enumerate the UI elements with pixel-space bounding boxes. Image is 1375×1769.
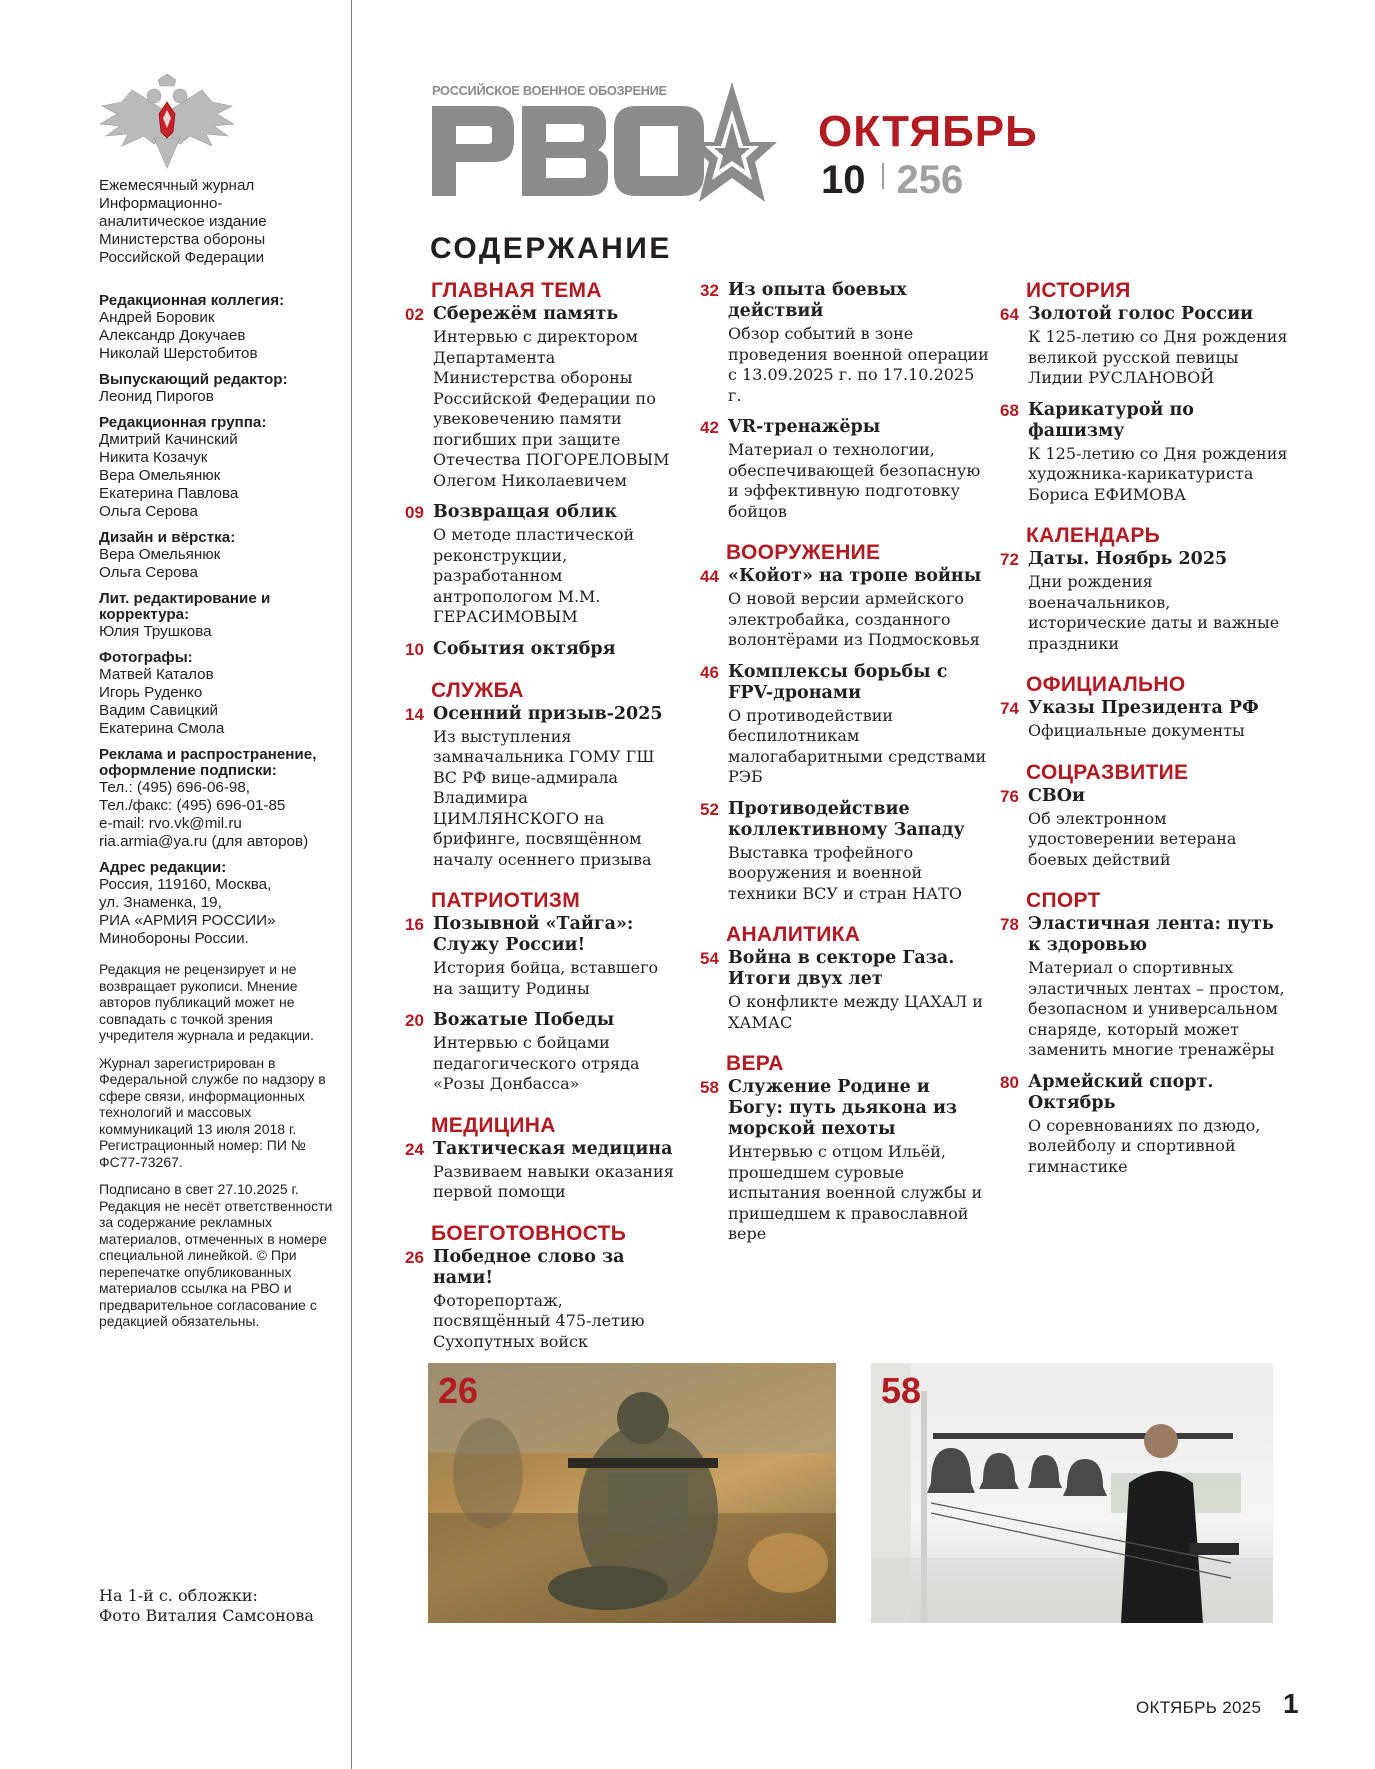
toc-entry-description: Интервью с отцом Ильёй, прошедшем суровые испытания военной службы и пришедшем к православной вере — [728, 1142, 983, 1243]
toc-entry-page: 20 — [405, 1011, 424, 1030]
toc-entry-description: К 125-летию со Дня рождения художника-карикатуриста Бориса ЕФИМОВА — [1028, 443, 1288, 504]
toc-entry-description: Из выступления замначальника ГОМУ ГШ ВС РФ вице-адмирала Владимира ЦИМЛЯНСКОГО на брифинге, посвящённом началу осеннего призыва — [433, 726, 655, 869]
toc-entry-page: 10 — [405, 639, 424, 659]
toc-section-title: ОФИЦИАЛЬНО — [1026, 673, 1186, 696]
toc-entry-title: СВОи — [1028, 785, 1085, 806]
toc-entry-title: Война в секторе Газа. Итоги двух лет — [728, 948, 955, 989]
toc-entry-title: Указы Президента РФ — [1028, 698, 1259, 718]
toc-entry-title: Возвращая облик — [433, 502, 617, 522]
staff-group-line: Александр Докучаев — [99, 327, 246, 344]
staff-group-line: Ольга Серова — [99, 564, 198, 581]
photo-page-number: 26 — [438, 1370, 479, 1411]
toc-entry[interactable] — [1000, 549, 1290, 654]
double-headed-eagle-emblem-icon — [92, 72, 242, 172]
registration-info: Журнал зарегистрирован в Федеральной службе по надзору в сфере связи, информационных технологий и массовых коммуникаций 13 июля 2018 г. Регистрационный номер: ПИ № ФС77-73267. — [99, 1054, 326, 1170]
toc-section — [700, 280, 990, 522]
toc-entry-description: Материал о технологии, обеспечивающей безопасную и эффективную подготовку бойцов — [728, 440, 981, 521]
toc-entry-page: 09 — [405, 503, 424, 522]
staff-group-line: Никита Козачук — [99, 449, 208, 466]
publication-description — [99, 177, 339, 267]
staff-group — [99, 650, 339, 738]
toc-entry-title: Эластичная лента: путь к здоровью — [1028, 914, 1274, 955]
toc-entry-title: Комплексы борьбы с FPV-дронами — [728, 661, 948, 703]
toc-section-title: ИСТОРИЯ — [1026, 279, 1131, 302]
disclaimer: Редакция не рецензирует и не возвращает рукописи. Мнение авторов публикаций может не совпадать с точкой зрения учредителя журнала и редакции. — [99, 961, 314, 1043]
staff-group-line: Тел./факс: (495) 696-01-85 — [99, 797, 286, 814]
staff-group — [99, 415, 339, 521]
toc-entry-description: Интервью с бойцами педагогического отряда «Розы Донбасса» — [433, 1033, 640, 1093]
staff-group — [99, 372, 339, 406]
toc-entry-page: 64 — [1000, 305, 1019, 324]
toc-entry-page: 16 — [405, 915, 424, 934]
toc-entry[interactable] — [1000, 304, 1290, 389]
staff-group-line: ria.armia@ya.ru (для авторов) — [99, 833, 309, 850]
toc-section — [405, 890, 675, 1095]
toc-entry[interactable] — [700, 566, 990, 651]
issue-numbers — [821, 157, 963, 203]
toc-section — [1000, 280, 1290, 505]
toc-entry-description: О методе пластической реконструкции, разработанном антропологом М.М. ГЕРАСИМОВЫМ — [433, 525, 635, 626]
toc-entry-page: 14 — [405, 704, 424, 724]
issue-total-number: 256 — [896, 158, 964, 202]
staff-group-line: Минобороны России. — [99, 930, 249, 947]
bell-tower-photo-image — [871, 1363, 1273, 1623]
toc-entry-title: VR-тренажёры — [728, 417, 881, 437]
staff-group-line: Леонид Пирогов — [99, 388, 214, 405]
toc-entry-title: Карикатурой по фашизму — [1028, 399, 1194, 441]
soldier-photo — [428, 1363, 836, 1623]
toc-entry-page: 54 — [700, 949, 719, 968]
toc-entry[interactable] — [405, 502, 675, 628]
staff-group-line: РИА «АРМИЯ РОССИИ» — [99, 912, 276, 929]
toc-entry[interactable] — [700, 280, 990, 406]
toc-entry[interactable] — [405, 304, 675, 491]
toc-entry-page: 32 — [700, 281, 719, 300]
rvo-logo — [432, 82, 777, 222]
toc-section — [700, 1053, 990, 1245]
staff-group-line: e-mail: rvo.vk@mil.ru — [99, 815, 242, 832]
toc-entry-page: 72 — [1000, 550, 1019, 569]
toc-column-3 — [1000, 280, 1290, 1197]
toc-section-title: АНАЛИТИКА — [726, 923, 861, 946]
issue-number: 10 — [821, 158, 866, 202]
staff-group-heading: Редакционная группа: — [99, 414, 267, 431]
toc-entry-title: Сбережём память — [433, 304, 619, 324]
staff-group-heading: Лит. редактирование и корректура: — [99, 590, 271, 623]
staff-group-line: Вадим Савицкий — [99, 702, 219, 719]
intro-line: Российской Федерации — [99, 249, 265, 266]
toc-section — [700, 542, 990, 904]
editorial-staff — [99, 293, 339, 948]
staff-group-heading: Фотографы: — [99, 649, 193, 666]
toc-entry-description: История бойца, вставшего на защиту Родины — [433, 958, 659, 998]
toc-title: СОДЕРЖАНИЕ — [430, 232, 672, 265]
toc-entry[interactable] — [700, 948, 990, 1033]
toc-entry-description: О соревнованиях по дзюдо, волейболу и спортивной гимнастике — [1028, 1115, 1261, 1176]
toc-entry-description: Выставка трофейного вооружения и военной техники ВСУ и стран НАТО — [728, 842, 963, 903]
toc-section — [1000, 525, 1290, 654]
toc-section — [700, 924, 990, 1033]
toc-section-title: КАЛЕНДАРЬ — [1026, 524, 1161, 547]
toc-section-title: СОЦРАЗВИТИЕ — [1026, 760, 1189, 784]
toc-entry-title: Победное слово за нами! — [433, 1246, 625, 1288]
toc-entry-title: Служение Родине и Богу: путь дьякона из морской пехоты — [728, 1077, 958, 1139]
toc-entry[interactable] — [1000, 400, 1290, 506]
cover-credit — [99, 1586, 349, 1626]
toc-section — [1000, 890, 1290, 1177]
sidebar — [0, 0, 352, 1769]
toc-entry-description: Об электронном удостоверении ветерана боевых действий — [1028, 808, 1237, 869]
toc-entry-page: 52 — [700, 799, 719, 819]
toc-entry-description: Развиваем навыки оказания первой помощи — [433, 1161, 674, 1201]
toc-entry-description: О конфликте между ЦАХАЛ и ХАМАС — [728, 992, 983, 1032]
toc-entry-description: Материал о спортивных эластичных лентах – простом, безопасном и универсальном снаряде, который может заменить многие тренажёры — [1028, 958, 1285, 1059]
intro-line: Министерства обороны — [99, 231, 266, 248]
toc-section — [405, 680, 675, 871]
staff-group-heading: Реклама и распространение, оформление подписки: — [99, 746, 317, 779]
toc-section-title: МЕДИЦИНА — [431, 1113, 556, 1137]
staff-group-line: Вера Омельянюк — [99, 546, 221, 563]
toc-entry-page: 74 — [1000, 699, 1019, 718]
staff-group-heading: Адрес редакции: — [99, 859, 227, 876]
toc-entry-title: «Койот» на тропе войны — [728, 566, 982, 586]
toc-entry[interactable] — [1000, 786, 1290, 871]
toc-entry[interactable] — [1000, 914, 1290, 1061]
intro-line: Ежемесячный журнал — [99, 177, 255, 194]
page-number: 1 — [1283, 1688, 1299, 1719]
staff-group — [99, 530, 339, 582]
toc-entry-title: Позывной «Тайга»: Служу России! — [433, 914, 634, 955]
staff-group-line: Екатерина Павлова — [99, 485, 239, 502]
toc-section-title: БОЕГОТОВНОСТЬ — [431, 1221, 627, 1245]
staff-group-line: Андрей Боровик — [99, 309, 215, 326]
toc-entry-description: Фоторепортаж, посвящённый 475-летию Сухопутных войск — [433, 1290, 645, 1351]
staff-group-line: Вера Омельянюк — [99, 467, 221, 484]
issue-month: ОКТЯБРЬ — [818, 107, 1038, 156]
staff-group-line: Матвей Каталов — [99, 666, 214, 683]
toc-section-title: ВЕРА — [726, 1052, 784, 1075]
toc-entry-page: 42 — [700, 418, 719, 437]
toc-entry[interactable] — [1000, 698, 1290, 742]
staff-group-line: Ольга Серова — [99, 503, 198, 520]
logo-subtitle: РОССИЙСКОЕ ВОЕННОЕ ОБОЗРЕНИЕ — [432, 83, 667, 98]
staff-group-line: Николай Шерстобитов — [99, 345, 258, 362]
toc-entry-description: Обзор событий в зоне проведения военной операции с 13.09.2025 г. по 17.10.2025 г. — [728, 324, 989, 405]
toc-entry[interactable] — [405, 914, 675, 999]
toc-entry-page: 58 — [700, 1078, 719, 1097]
toc-entry-title: Вожатые Победы — [433, 1010, 615, 1030]
staff-group-line: Россия, 119160, Москва, — [99, 876, 272, 893]
toc-section — [405, 1223, 675, 1353]
toc-entry-description: К 125-летию со Дня рождения великой русской певицы Лидии РУСЛАНОВОЙ — [1028, 327, 1288, 387]
footer-issue-date: ОКТЯБРЬ 2025 — [1136, 1698, 1262, 1717]
soldier-photo-image — [428, 1363, 836, 1623]
staff-group-line: ул. Знаменка, 19, — [99, 894, 222, 911]
staff-group-line: Дмитрий Качинский — [99, 431, 238, 448]
toc-section-title: ПАТРИОТИЗМ — [431, 889, 581, 912]
toc-entry-title: Осенний призыв-2025 — [433, 703, 663, 724]
toc-section — [405, 1115, 675, 1203]
toc-section — [1000, 762, 1290, 871]
toc-entry[interactable] — [405, 1139, 675, 1203]
toc-entry-title: Противодействие коллективному Западу — [728, 798, 965, 840]
staff-group — [99, 591, 339, 641]
issue-separator — [882, 163, 884, 189]
toc-entry-title: Тактическая медицина — [433, 1138, 673, 1159]
toc-entry[interactable] — [700, 417, 990, 522]
staff-group — [99, 293, 339, 363]
toc-column-2 — [700, 280, 990, 1265]
intro-line: аналитическое издание — [99, 213, 267, 230]
staff-group-heading: Редакционная коллегия: — [99, 292, 285, 309]
toc-entry[interactable] — [405, 704, 675, 871]
toc-section-title: СЛУЖБА — [431, 678, 524, 702]
toc-entry-title: Армейский спорт. Октябрь — [1028, 1071, 1214, 1113]
toc-entry-description: Дни рождения военачальников, исторические даты и важные праздники — [1028, 572, 1280, 653]
toc-entry-title: Из опыта боевых действий — [728, 280, 907, 321]
cover-credit-author: Фото Виталия Самсонова — [99, 1606, 314, 1625]
toc-entry-page: 44 — [700, 567, 719, 586]
bell-tower-photo — [871, 1363, 1273, 1623]
toc-section — [405, 280, 675, 660]
staff-group-line: Екатерина Смола — [99, 720, 225, 737]
toc-entry-page: 26 — [405, 1247, 424, 1267]
toc-entry[interactable] — [700, 799, 990, 905]
staff-group-line: Юлия Трушкова — [99, 623, 212, 640]
toc-entry[interactable] — [405, 1247, 675, 1353]
staff-group-line: Игорь Руденко — [99, 684, 203, 701]
toc-entry-page: 68 — [1000, 400, 1019, 420]
toc-entry-description: О противодействии беспилотникам малогабаритными средствами РЭБ — [728, 705, 987, 786]
toc-column-1 — [405, 280, 675, 1372]
toc-entry-description: Официальные документы — [1028, 721, 1245, 740]
toc-section-title: СПОРТ — [1026, 889, 1101, 912]
staff-group-heading: Дизайн и вёрстка: — [99, 529, 236, 546]
toc-entry-description: Интервью с директором Департамента Министерства обороны Российской Федерации по увековечению памяти погибших при защите Отечества ПОГОРЕЛОВЫМ Олегом Николаевичем — [433, 327, 670, 490]
toc-entry[interactable] — [1000, 1072, 1290, 1178]
toc-section-title: ВООРУЖЕНИЕ — [726, 541, 881, 564]
toc-section-title: ГЛАВНАЯ ТЕМА — [431, 279, 602, 302]
toc-entry[interactable] — [405, 639, 675, 660]
cover-credit-label: На 1-й с. обложки: — [99, 1586, 258, 1605]
toc-entry-title: Золотой голос России — [1028, 304, 1254, 324]
toc-entry-page: 46 — [700, 662, 719, 682]
staff-group-heading: Выпускающий редактор: — [99, 371, 288, 388]
toc-entry-page: 76 — [1000, 786, 1019, 806]
toc-entry-page: 78 — [1000, 915, 1019, 934]
staff-group — [99, 860, 339, 948]
intro-line: Информационно- — [99, 195, 223, 212]
toc-entry-page: 02 — [405, 305, 424, 324]
toc-entry-description: О новой версии армейского электробайка, созданного волонтёрами из Подмосковья — [728, 589, 980, 649]
toc-entry-title: Даты. Ноябрь 2025 — [1028, 549, 1228, 569]
toc-entry-page: 80 — [1000, 1072, 1019, 1092]
toc-entry[interactable] — [700, 1077, 990, 1245]
staff-group-line: Тел.: (495) 696-06-98, — [99, 779, 251, 796]
toc-entry-title: События октября — [433, 638, 616, 659]
toc-entry[interactable] — [700, 662, 990, 788]
photo-page-number: 58 — [881, 1370, 922, 1411]
staff-group — [99, 747, 339, 851]
toc-entry-page: 24 — [405, 1139, 424, 1159]
legal-notice: Подписано в свет 27.10.2025 г. Редакция не несёт ответственности за содержание рекламных материалов, отмеченных в номере специальной линейкой. © При перепечатке опубликованных материалов ссылка на РВО и предварительное согласование с редакцией обязательны. — [99, 1181, 333, 1329]
toc-section — [1000, 674, 1290, 742]
toc-entry[interactable] — [405, 1010, 675, 1095]
